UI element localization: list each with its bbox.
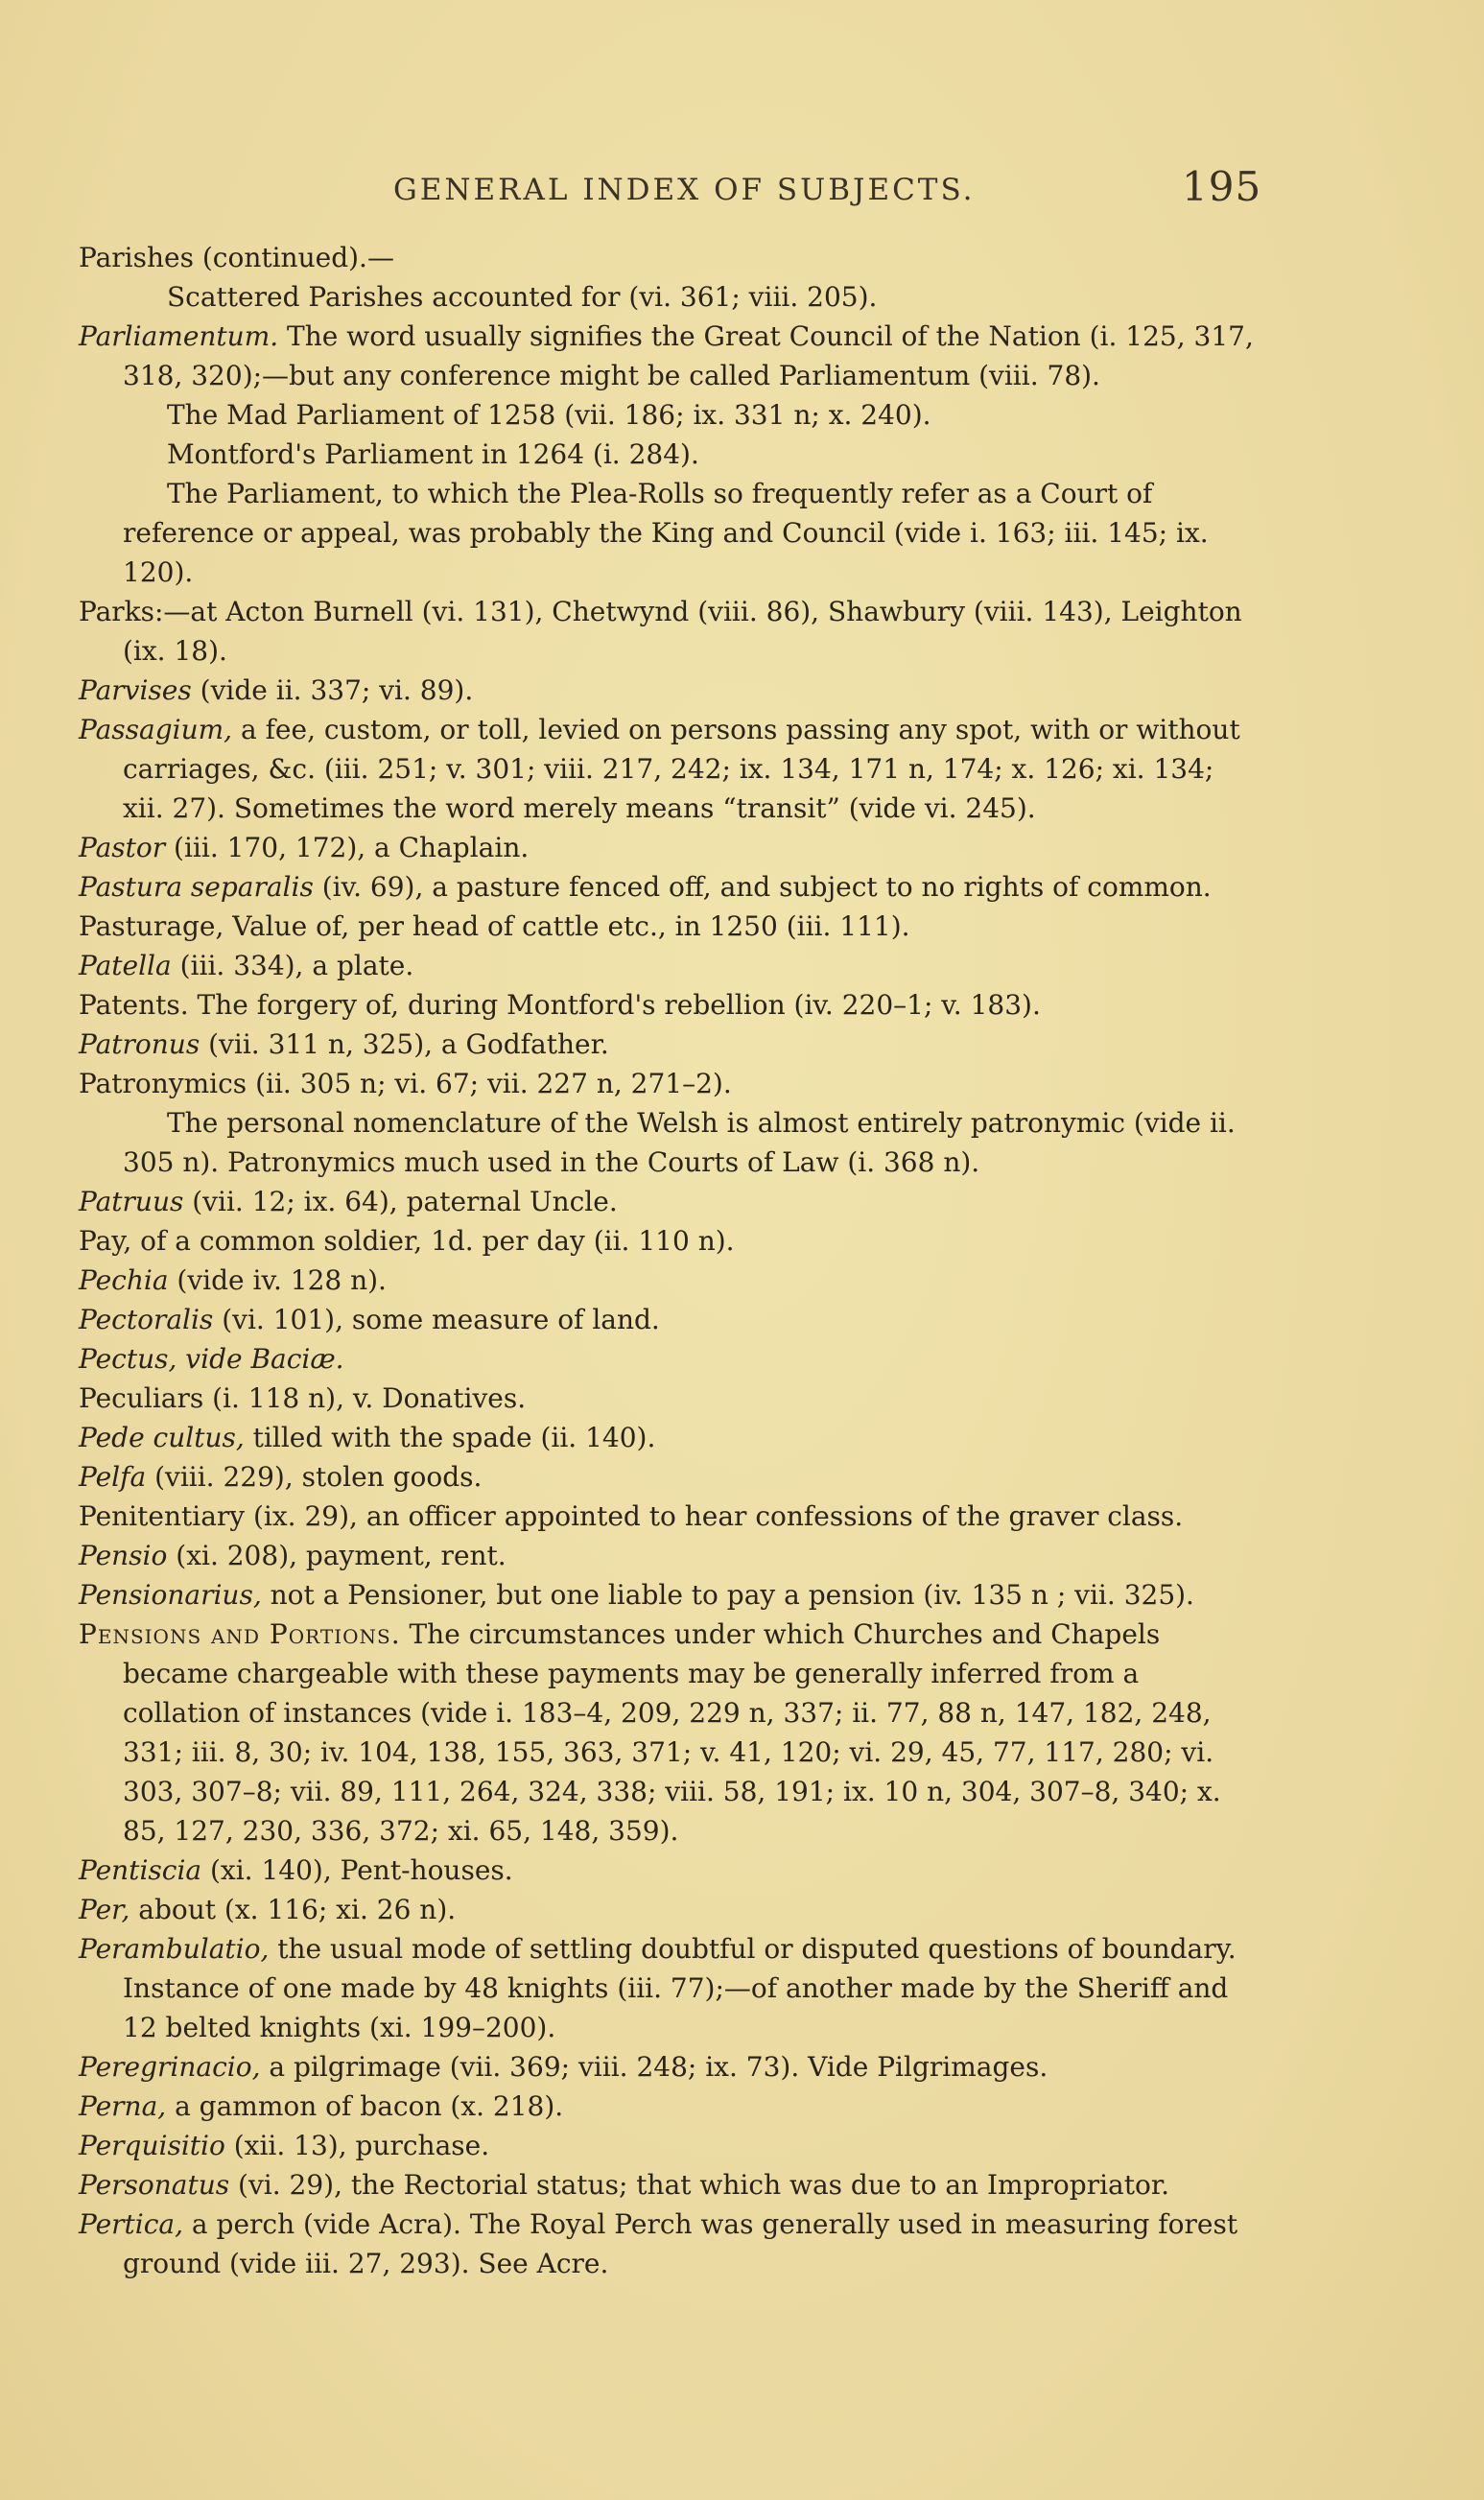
entry-text: (vi. 101), some measure of land. (213, 1304, 660, 1335)
entry-term: Patruus (79, 1186, 184, 1217)
index-entry-patronymics: Patronymics (ii. 305 n; vi. 67; vii. 227 n, 271–2). (79, 1068, 732, 1099)
entry-term: Peregrinacio, (79, 2051, 261, 2083)
entry-term: Pelfa (79, 1461, 147, 1493)
running-header (393, 163, 1262, 210)
index-entry-peregrinacio (79, 2047, 1259, 2087)
index-entry-pastura (79, 867, 1259, 907)
index-entry-parliamentum (79, 317, 1259, 395)
entry-text: (xi. 140), Pent-houses. (201, 1854, 513, 1886)
index-entry-per (79, 1890, 1259, 1929)
index-entry-pede-cultus (79, 1418, 1259, 1457)
index-entry-patronus (79, 1025, 1259, 1064)
entry-term: Pede cultus, (79, 1422, 245, 1453)
entry-text: (iii. 170, 172), a Chaplain. (165, 832, 530, 863)
header-title: GENERAL INDEX OF SUBJECTS. (393, 173, 976, 207)
entry-term: Pectus, vide Baciæ. (79, 1343, 344, 1375)
entry-term: Patella (79, 950, 172, 981)
entry-text: (iii. 334), a plate. (171, 950, 414, 981)
index-body (79, 238, 1259, 2283)
index-entry-pensionarius (79, 1575, 1259, 1615)
index-entry-perquisitio (79, 2126, 1259, 2165)
index-subentry: Montford's Parliament in 1264 (i. 284). (167, 438, 699, 470)
index-entry-pensio (79, 1536, 1259, 1575)
entry-text: (iv. 69), a pasture fenced off, and subject to no rights of common. (313, 871, 1212, 903)
entry-text: (vi. 29), the Rectorial status; that which was due to an Impropriator. (229, 2169, 1170, 2201)
index-entry-perambulatio (79, 1929, 1259, 2047)
entry-term: Parvises (79, 674, 192, 706)
entry-text: (vide iv. 128 n). (168, 1264, 387, 1296)
entry-text: a pilgrimage (vii. 369; viii. 248; ix. 73). Vide Pilgrimages. (260, 2051, 1048, 2083)
entry-text: tilled with the spade (ii. 140). (244, 1422, 656, 1453)
entry-term: Pentiscia (79, 1854, 202, 1886)
entry-text: a fee, custom, or toll, levied on persons passing any spot, with or without carriages, &c. (iii. 251; v. 301; viii. 217, 242; ix. 134, 171 n, 174; x. 126; xi. 134; xii. 27). Sometimes the word merely means “transit” (vide vi. 245). (123, 714, 1240, 824)
entry-text: (xi. 208), payment, rent. (167, 1540, 506, 1571)
entry-text: The circumstances under which Churches and Chapels became chargeable with these payments may be generally inferred from a collation of instances (vide i. 183–4, 209, 229 n, 337; ii. 77, 88 n, 147, 182, 248, 331; iii. 8, 30; iv. 104, 138, 155, 363, 371; v. 41, 120; vi. 29, 45, 77, 117, 280; vi. 303, 307–8; vii. 89, 111, 264, 324, 338; viii. 58, 191; ix. 10 n, 304, 307–8, 340; x. 85, 127, 230, 336, 372; xi. 65, 148, 359). (123, 1618, 1221, 1847)
entry-text: a perch (vide Acra). The Royal Perch was generally used in measuring forest ground (vide iii. 27, 293). See Acre. (123, 2208, 1238, 2279)
entry-term: Per, (79, 1894, 130, 1925)
index-entry-pastor (79, 828, 1259, 867)
entry-term: Parliamentum. (79, 320, 279, 352)
entry-text: The word usually signifies the Great Council of the Nation (i. 125, 317, 318, 320);—but any conference might be called Parliamentum (viii. 78). (123, 320, 1254, 391)
index-entry-pectus (79, 1339, 1259, 1379)
entry-term: Pertica, (79, 2208, 184, 2240)
index-entry-pechia (79, 1261, 1259, 1300)
index-entry-perna (79, 2087, 1259, 2126)
index-entry-pay: Pay, of a common soldier, 1d. per day (ii. 110 n). (79, 1225, 735, 1257)
index-entry-personatus (79, 2165, 1259, 2205)
entry-term: Passagium, (79, 714, 233, 745)
index-entry-pasturage: Pasturage, Value of, per head of cattle etc., in 1250 (iii. 111). (79, 910, 910, 942)
page-number: 195 (1182, 163, 1262, 210)
entry-term: Perambulatio, (79, 1933, 270, 1965)
index-entry-pectoralis (79, 1300, 1259, 1339)
entry-text: a gammon of bacon (x. 218). (166, 2090, 564, 2122)
entry-term: Pensions and Portions. (79, 1618, 401, 1650)
entry-text: about (x. 116; xi. 26 n). (130, 1894, 457, 1925)
entry-text: the usual mode of settling doubtful or disputed questions of boundary. Instance of one made by 48 knights (iii. 77);—of another made by the Sheriff and 12 belted knights (xi. 199–200). (123, 1933, 1237, 2043)
index-entry-pelfa (79, 1457, 1259, 1497)
entry-term: Personatus (79, 2169, 230, 2201)
index-entry-patruus (79, 1182, 1259, 1221)
entry-text: (xii. 13), purchase. (224, 2130, 490, 2161)
index-entry-penitentiary: Penitentiary (ix. 29), an officer appointed to hear confessions of the graver class. (79, 1500, 1184, 1532)
entry-term: Pensio (79, 1540, 168, 1571)
index-subentry: The personal nomenclature of the Welsh is almost entirely patronymic (vide ii. 305 n). Patronymics much used in the Courts of Law (i. 368 n). (123, 1107, 1236, 1178)
index-entry-passagium (79, 710, 1259, 828)
index-entry-parvises (79, 671, 1259, 710)
entry-term: Perquisitio (79, 2130, 225, 2161)
index-entry-patents: Patents. The forgery of, during Montford's rebellion (iv. 220–1; v. 183). (79, 989, 1041, 1021)
index-subentry: The Parliament, to which the Plea-Rolls so frequently refer as a Court of reference or appeal, was probably the King and Council (vide i. 163; iii. 145; ix. 120). (123, 478, 1209, 588)
entry-term: Pechia (79, 1264, 169, 1296)
index-entry-peculiars: Peculiars (i. 118 n), v. Donatives. (79, 1382, 527, 1414)
entry-term: Pectoralis (79, 1304, 214, 1335)
index-entry-parks: Parks:—at Acton Burnell (vi. 131), Chetwynd (viii. 86), Shawbury (viii. 143), Leighton (ix. 18). (79, 596, 1242, 667)
entry-text: (vii. 311 n, 325), a Godfather. (200, 1028, 609, 1060)
entry-text: (vii. 12; ix. 64), paternal Uncle. (183, 1186, 618, 1217)
entry-term: Pastor (79, 832, 166, 863)
entry-term: Patronus (79, 1028, 200, 1060)
index-subentry: Scattered Parishes accounted for (vi. 361; viii. 205). (167, 281, 878, 313)
entry-text: not a Pensioner, but one liable to pay a pension (iv. 135 n ; vii. 325). (261, 1579, 1194, 1611)
index-entry-parishes: Parishes (continued).— (79, 242, 394, 273)
entry-term: Perna, (79, 2090, 167, 2122)
index-entry-patella (79, 946, 1259, 985)
entry-text: (viii. 229), stolen goods. (146, 1461, 483, 1493)
entry-term: Pensionarius, (79, 1579, 262, 1611)
index-entry-pensions-and-portions (79, 1615, 1259, 1851)
index-entry-pertica (79, 2205, 1259, 2283)
index-subentry: The Mad Parliament of 1258 (vii. 186; ix. 331 n; x. 240). (167, 399, 931, 431)
entry-text: (vide ii. 337; vi. 89). (191, 674, 474, 706)
entry-term: Pastura separalis (79, 871, 314, 903)
index-entry-pentiscia (79, 1851, 1259, 1890)
